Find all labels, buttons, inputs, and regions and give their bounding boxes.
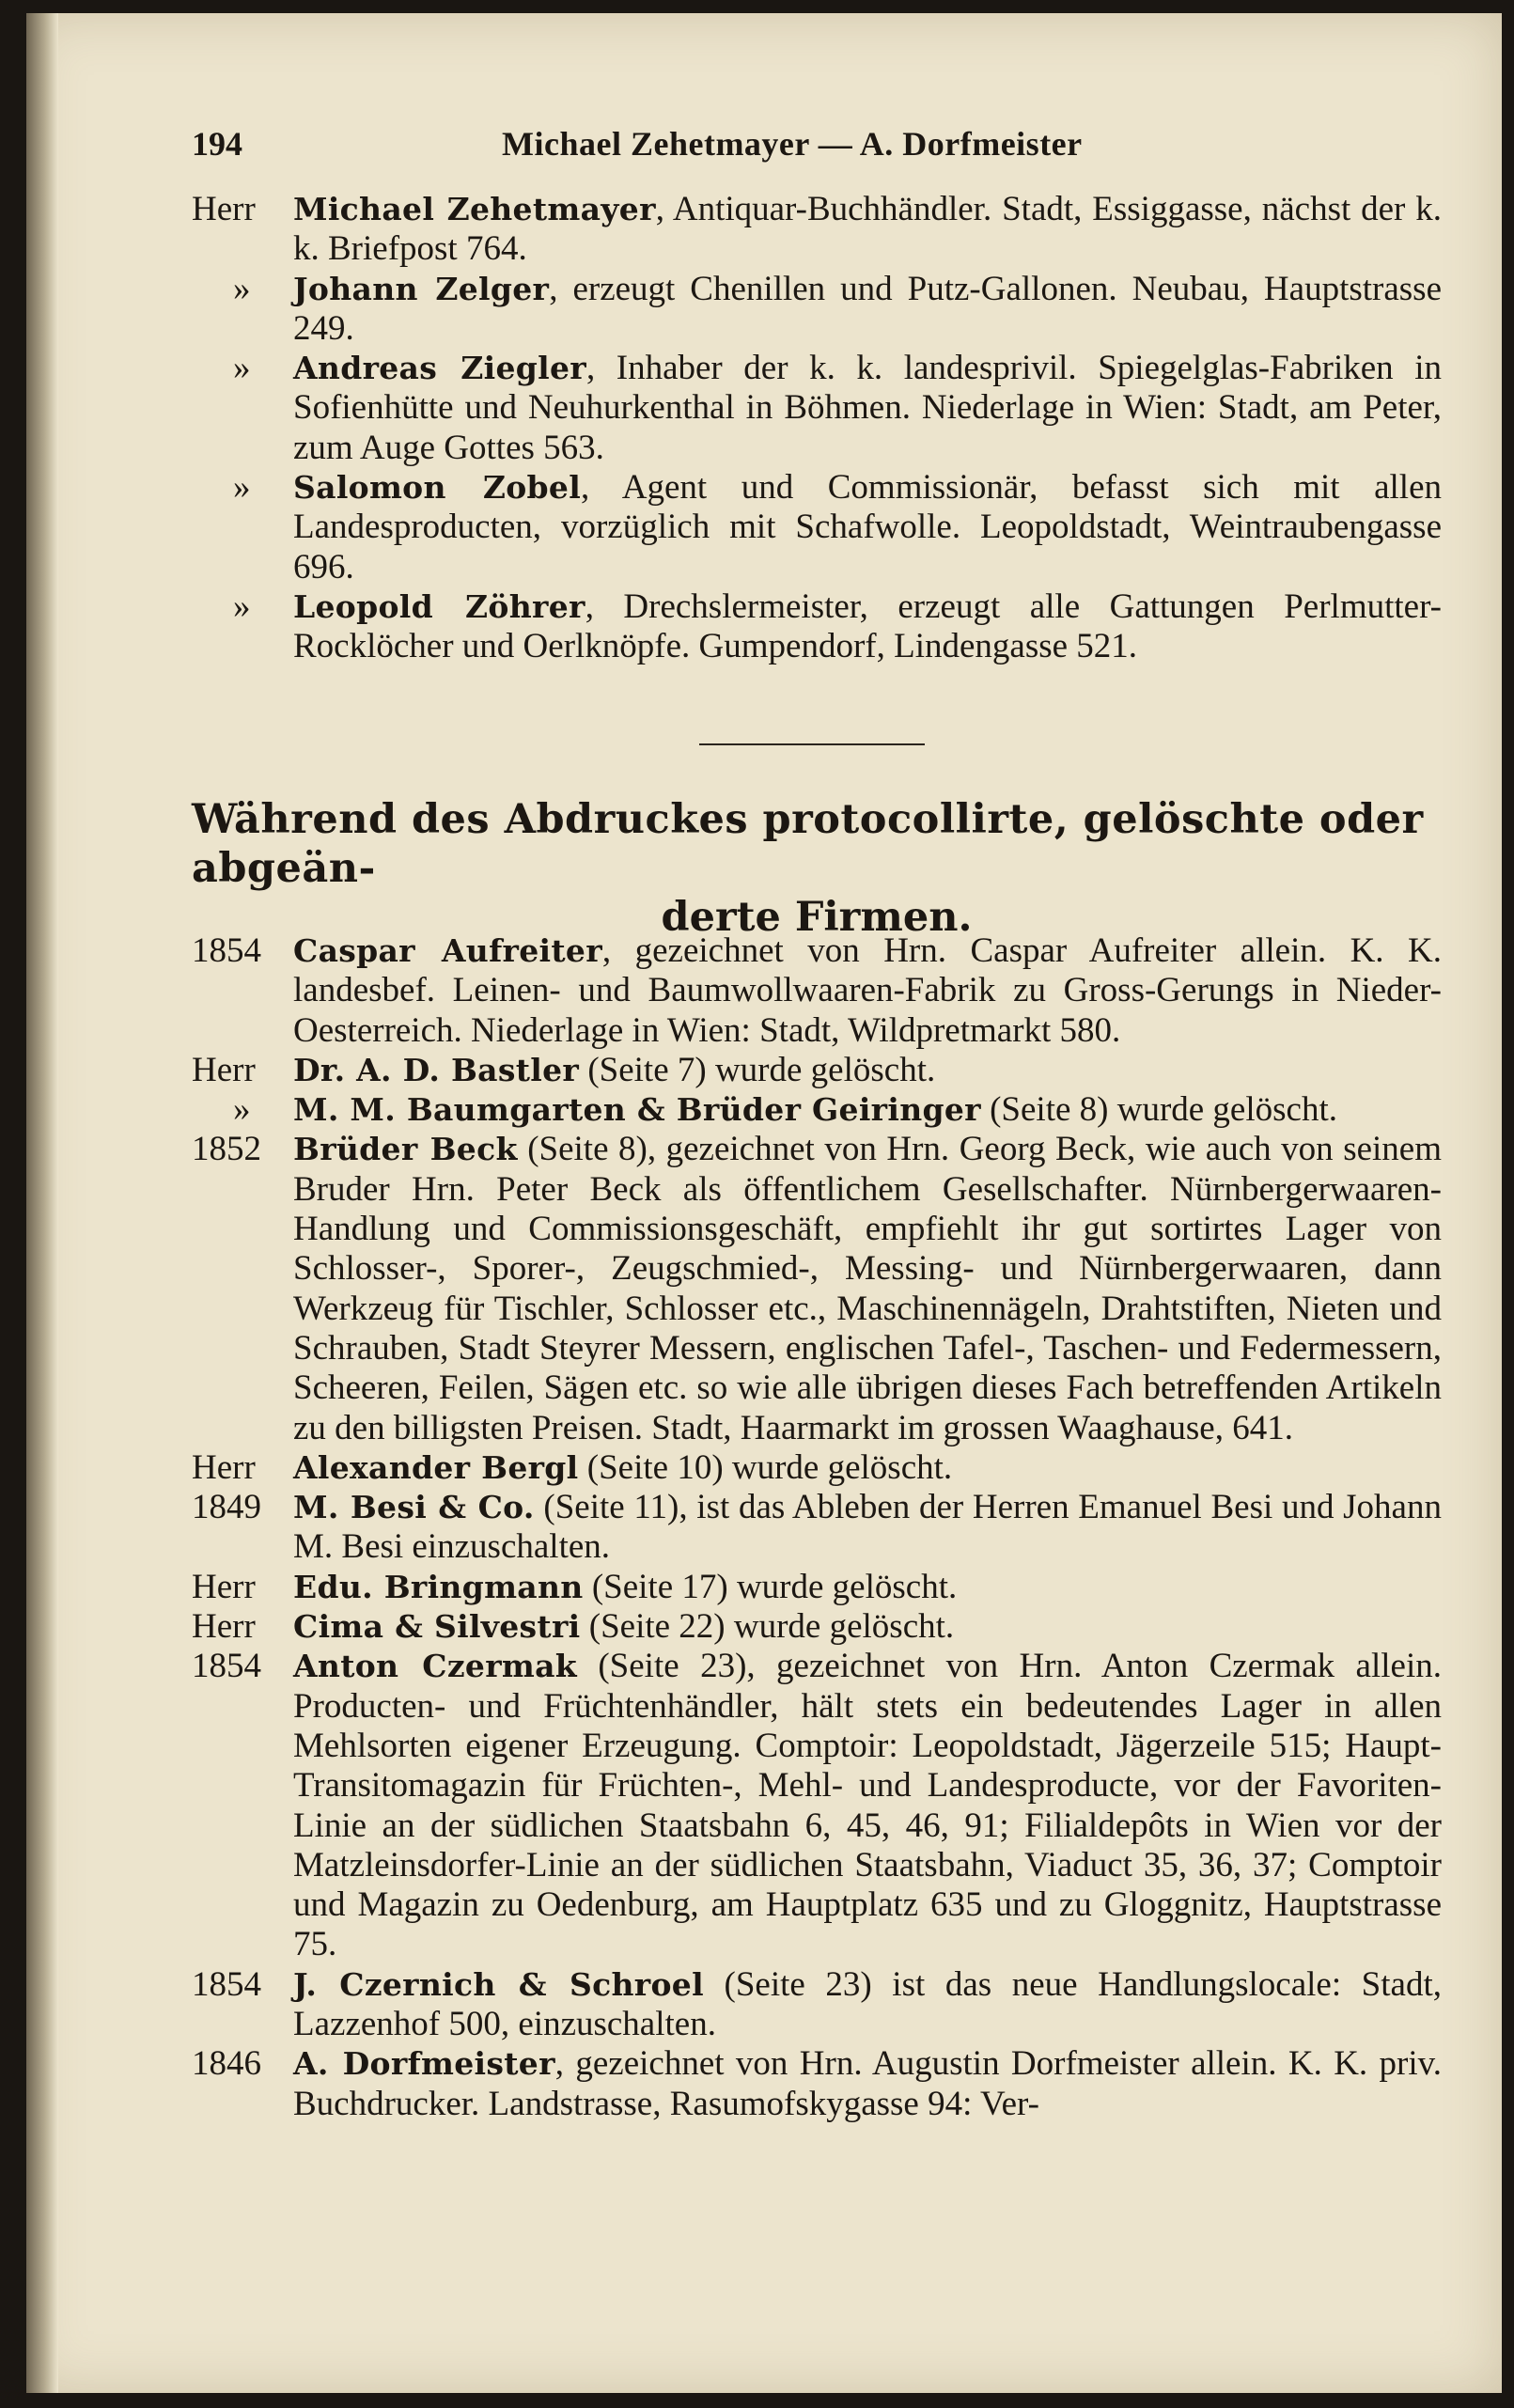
entry-body [293,190,1442,270]
entry-body [293,1488,1442,1568]
firm-name: Salomon Zobel [293,469,582,507]
firm-name: Johann Zelger [293,270,550,307]
entry-prefix: Herr [192,1567,256,1606]
firm-name: M. M. Baumgarten & Brüder Geiringer [293,1091,981,1129]
entry-text: (Seite 11), ist das Ableben der Herren Emanuel Besi und Johann M. Besi einzuschalten. [293,1488,1442,1567]
directory-entry [192,190,1442,270]
entry-text: , Agent und Commissionär, befasst sich mit allen Landesproducten, vorzüglich mit Schafwolle. Leopoldstadt, Weintraubengasse 696. [293,468,1442,586]
entry-prefix: 1854 [192,931,261,970]
section-heading-line-2: derte Firmen. [661,894,973,941]
firm-name: Edu. Bringmann [293,1568,584,1605]
running-title: Michael Zehetmayer — A. Dorfmeister [502,125,1083,163]
entry-body [293,587,1442,667]
book-page [26,13,1502,2393]
firm-name: A. Dorfmeister [293,2045,555,2083]
entry-body [293,349,1442,468]
entry-prefix: » [233,1090,251,1130]
directory-entry [192,1448,1442,1488]
firm-name: Caspar Aufreiter [293,932,602,969]
entry-body [293,1448,1442,1488]
entry-prefix: Herr [192,1050,256,1089]
entry-text: , Antiquar-Buchhändler. Stadt, Essiggasse, nächst der k. k. Briefpost 764. [293,190,1442,269]
firm-name: Brüder Beck [293,1131,518,1168]
entry-text: , gezeichnet von Hrn. Augustin Dorfmeister allein. K. K. priv. Buchdrucker. Landstrasse, Rasumofskygasse 94: Ver- [293,2044,1442,2123]
directory-entry [192,468,1442,587]
entry-text: (Seite 10) wurde gelöscht. [578,1447,953,1487]
entry-body [293,931,1442,1051]
entry-body [293,468,1442,587]
entry-body [293,270,1442,350]
firm-name: Dr. A. D. Bastler [293,1051,580,1088]
directory-entry [192,1488,1442,1568]
entry-prefix: Herr [192,1607,256,1647]
entry-prefix: 1854 [192,1964,261,2004]
directory-entry [192,1051,1442,1090]
directory-entry [192,1647,1442,1964]
section-heading-line-1: Während des Abdruckes protocollirte, gelöschte oder abgeän- [192,796,1424,892]
directory-entry [192,1090,1442,1130]
entry-prefix: » [233,269,251,308]
firm-name: J. Czernich & Schroel [293,1965,704,2003]
entry-body [293,1090,1442,1130]
entry-text: (Seite 17) wurde gelöscht. [583,1567,958,1606]
firm-name: Anton Czermak [293,1648,577,1685]
entry-body [293,1965,1442,2045]
entry-text: , gezeichnet von Hrn. Caspar Aufreiter allein. K. K. landesbef. Leinen- und Baumwollwaaren-Fabrik zu Gross-Gerungs in Nieder-Oesterreich. Niederlage in Wien: Stadt, Wildpretmarkt 580. [293,931,1442,1050]
entry-prefix: Herr [192,190,256,228]
entry-body [293,1568,1442,1607]
entry-text: , erzeugt Chenillen und Putz-Gallonen. Neubau, Hauptstrasse 249. [293,269,1442,348]
section-heading [192,795,1442,942]
directory-entry [192,2044,1442,2124]
directory-entry [192,1607,1442,1647]
firm-name: Alexander Bergl [293,1448,579,1486]
directory-entry [192,270,1442,350]
directory-entry [192,1568,1442,1607]
entry-text: (Seite 23) ist das neue Handlungslocale: Stadt, Lazzenhof 500, einzuschalten. [293,1964,1442,2044]
entry-body [293,1647,1442,1964]
section-divider [699,743,925,745]
directory-entry [192,349,1442,468]
entry-text: , Drechslermeister, erzeugt alle Gattungen Perlmutter-Rocklöcher und Oerlknöpfe. Gumpendorf, Lindengasse 521. [293,586,1442,666]
directory-entry [192,587,1442,667]
firm-name: Andreas Ziegler [293,350,586,387]
directory-entry [192,931,1442,1051]
entry-text: (Seite 8) wurde gelöscht. [980,1090,1337,1130]
firm-name: Michael Zehetmayer [293,191,656,227]
firm-name: Leopold Zöhrer [293,587,585,625]
firm-name: Cima & Silvestri [293,1608,581,1646]
entry-prefix: Herr [192,1447,256,1487]
directory-entry [192,1965,1442,2045]
entry-text: (Seite 7) wurde gelöscht. [579,1050,936,1089]
entry-prefix: » [233,349,251,388]
entry-body [293,1130,1442,1447]
directory-entries-changes [192,931,1442,2124]
entry-prefix: 1854 [192,1647,261,1686]
entry-prefix: » [233,468,251,508]
page-number: 194 [192,125,242,163]
entry-prefix: 1849 [192,1488,261,1527]
entry-body [293,2044,1442,2124]
entry-body [293,1607,1442,1647]
entry-text: (Seite 22) wurde gelöscht. [580,1607,955,1647]
entry-text: (Seite 8), gezeichnet von Hrn. Georg Beck, wie auch von seinem Bruder Hrn. Peter Beck als öffentlichem Gesellschafter. Nürnbergerwaaren-Handlung und Commissionsgeschäft, empfiehlt ihr gut sortirtes Lager von Schlosser-, Sporer-, Zeugschmied-, Messing- und Nürnbergerwaaren, dann Werkzeug für Tischler, Schlosser etc., Maschinennägeln, Drahtstiften, Nieten und Schrauben, Stadt Steyrer Messern, englischen Tafel-, Taschen- und Federmessern, Scheeren, Feilen, Sägen etc. so wie alle übrigen dieses Fach betreffenden Artikeln zu den billigsten Preisen. Stadt, Haarmarkt im grossen Waaghause, 641. [293,1130,1442,1447]
entry-text: , Inhaber der k. k. landesprivil. Spiegelglas-Fabriken in Sofienhütte und Neuhurkenthal in Böhmen. Niederlage in Wien: Stadt, am Peter, zum Auge Gottes 563. [293,349,1442,467]
directory-entry [192,1130,1442,1447]
entry-prefix: 1852 [192,1130,261,1169]
entry-text: (Seite 23), gezeichnet von Hrn. Anton Czermak allein. Producten- und Früchtenhändler, hält stets ein bedeutendes Lager in allen Mehlsorten eigener Erzeugung. Comptoir: Leopoldstadt, Jägerzeile 515; Haupt-Transitomagazin für Früchten-, Mehl- und Landesproducte, vor der Favoriten-Linie an der südlichen Staatsbahn 6, 45, 46, 91; Filialdepôts in Wien vor der Matzleinsdorfer-Linie an der südlichen Staatsbahn, Viaduct 35, 36, 37; Comptoir und Magazin zu Oedenburg, am Hauptplatz 635 und zu Gloggnitz, Hauptstrasse 75. [293,1647,1442,1964]
entry-prefix: » [233,586,251,626]
entry-body [293,1051,1442,1090]
entry-prefix: 1846 [192,2044,261,2084]
directory-entries-top [192,190,1442,667]
book-spine [26,13,58,2393]
firm-name: M. Besi & Co. [293,1489,535,1526]
